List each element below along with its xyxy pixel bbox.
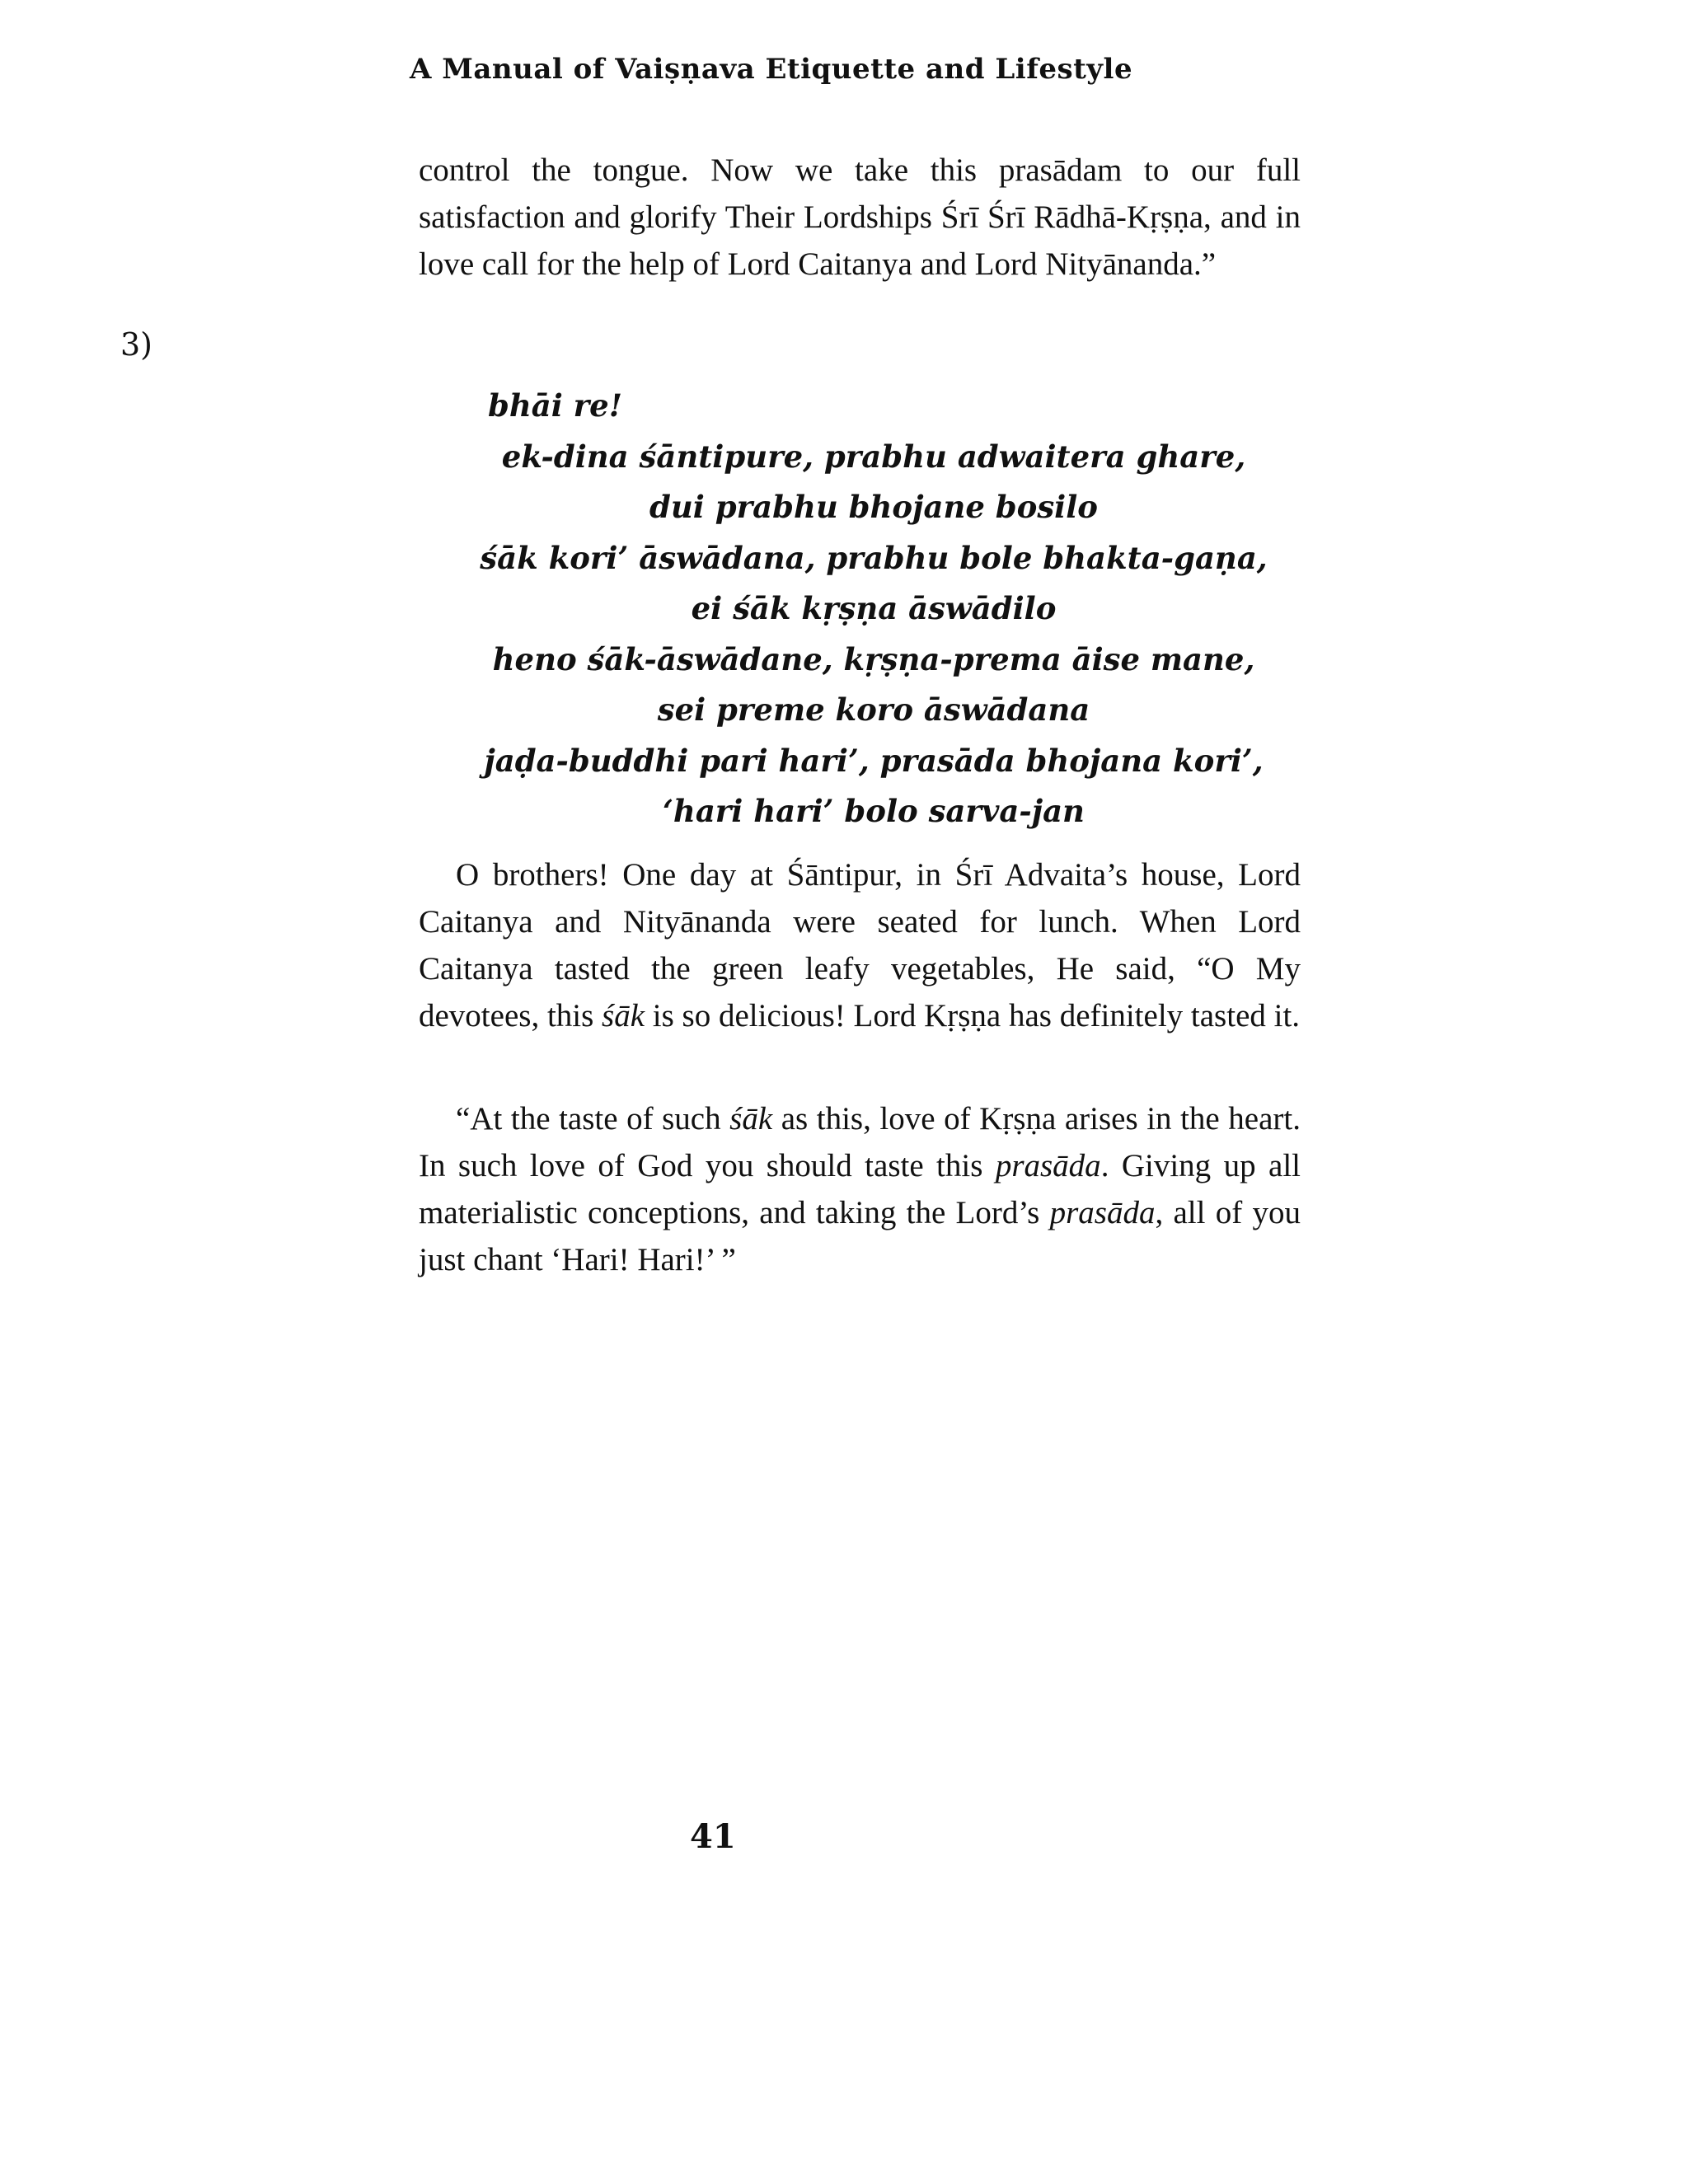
italic-term: śāk [729, 1101, 773, 1137]
text-run: O brothers! One day at Śāntipur, in Śrī Advaita’s house, Lord Caitanya and Nityānanda were seated for lunch. When Lord Caitanya tasted the green leafy vegetables, He said, “O My devotees, this [419, 857, 1301, 1033]
text-run: , all of you just chant ‘Hari! Hari!’ ” [419, 1195, 1301, 1277]
italic-term: śāk [602, 998, 645, 1033]
text-run: . Giving up all materialistic conceptions, and taking the Lord’s [419, 1148, 1301, 1230]
verse-line: heno śāk-āswādane, kṛṣṇa-prema āise mane, [492, 640, 1255, 677]
text-run: is so delicious! Lord Kṛṣṇa has definitely tasted it. [645, 998, 1301, 1033]
text-run: as this, love of Kṛṣṇa arises in the heart. In such love of God you should taste this [419, 1101, 1301, 1183]
page-number: 41 [690, 1817, 736, 1856]
verse-line: ‘hari hari’ bolo sarva-jan [663, 793, 1085, 829]
verse-line: ei śāk kṛṣṇa āswādilo [691, 590, 1057, 626]
running-head: A Manual of Vaiṣṇava Etiquette and Lifestyle [410, 53, 1133, 86]
translation-paragraph-2 [419, 1095, 1301, 1283]
item-number: 3) [120, 326, 153, 363]
verse-line: sei preme koro āswādana [657, 691, 1090, 728]
translation-paragraph-1 [419, 851, 1301, 1039]
continuation-text: control the tongue. Now we take this prasādam to our full satisfaction and glorify Their Lordships Śrī Śrī Rādhā-Kṛṣṇa, and in love call for the help of Lord Caitanya and Lord Nityānanda.” [419, 152, 1301, 282]
translation-text [419, 851, 1301, 1039]
verse-line: bhāi re! [488, 387, 622, 424]
text-run: “At the taste of such [456, 1101, 730, 1137]
verse-line: ek-dina śāntipure, prabhu adwaitera ghare, [501, 438, 1246, 475]
italic-term: prasāda [995, 1148, 1101, 1183]
translation-text [419, 1095, 1301, 1283]
verse-line: jaḍa-buddhi pari hari’, prasāda bhojana kori’, [484, 742, 1264, 779]
verse-line: śāk kori’ āswādana, prabhu bole bhakta-gaṇa, [480, 539, 1268, 576]
italic-term: prasāda [1049, 1195, 1156, 1230]
bengali-song-verse [445, 381, 1302, 837]
continuation-paragraph [419, 147, 1301, 288]
verse-line: dui prabhu bhojane bosilo [649, 489, 1098, 525]
